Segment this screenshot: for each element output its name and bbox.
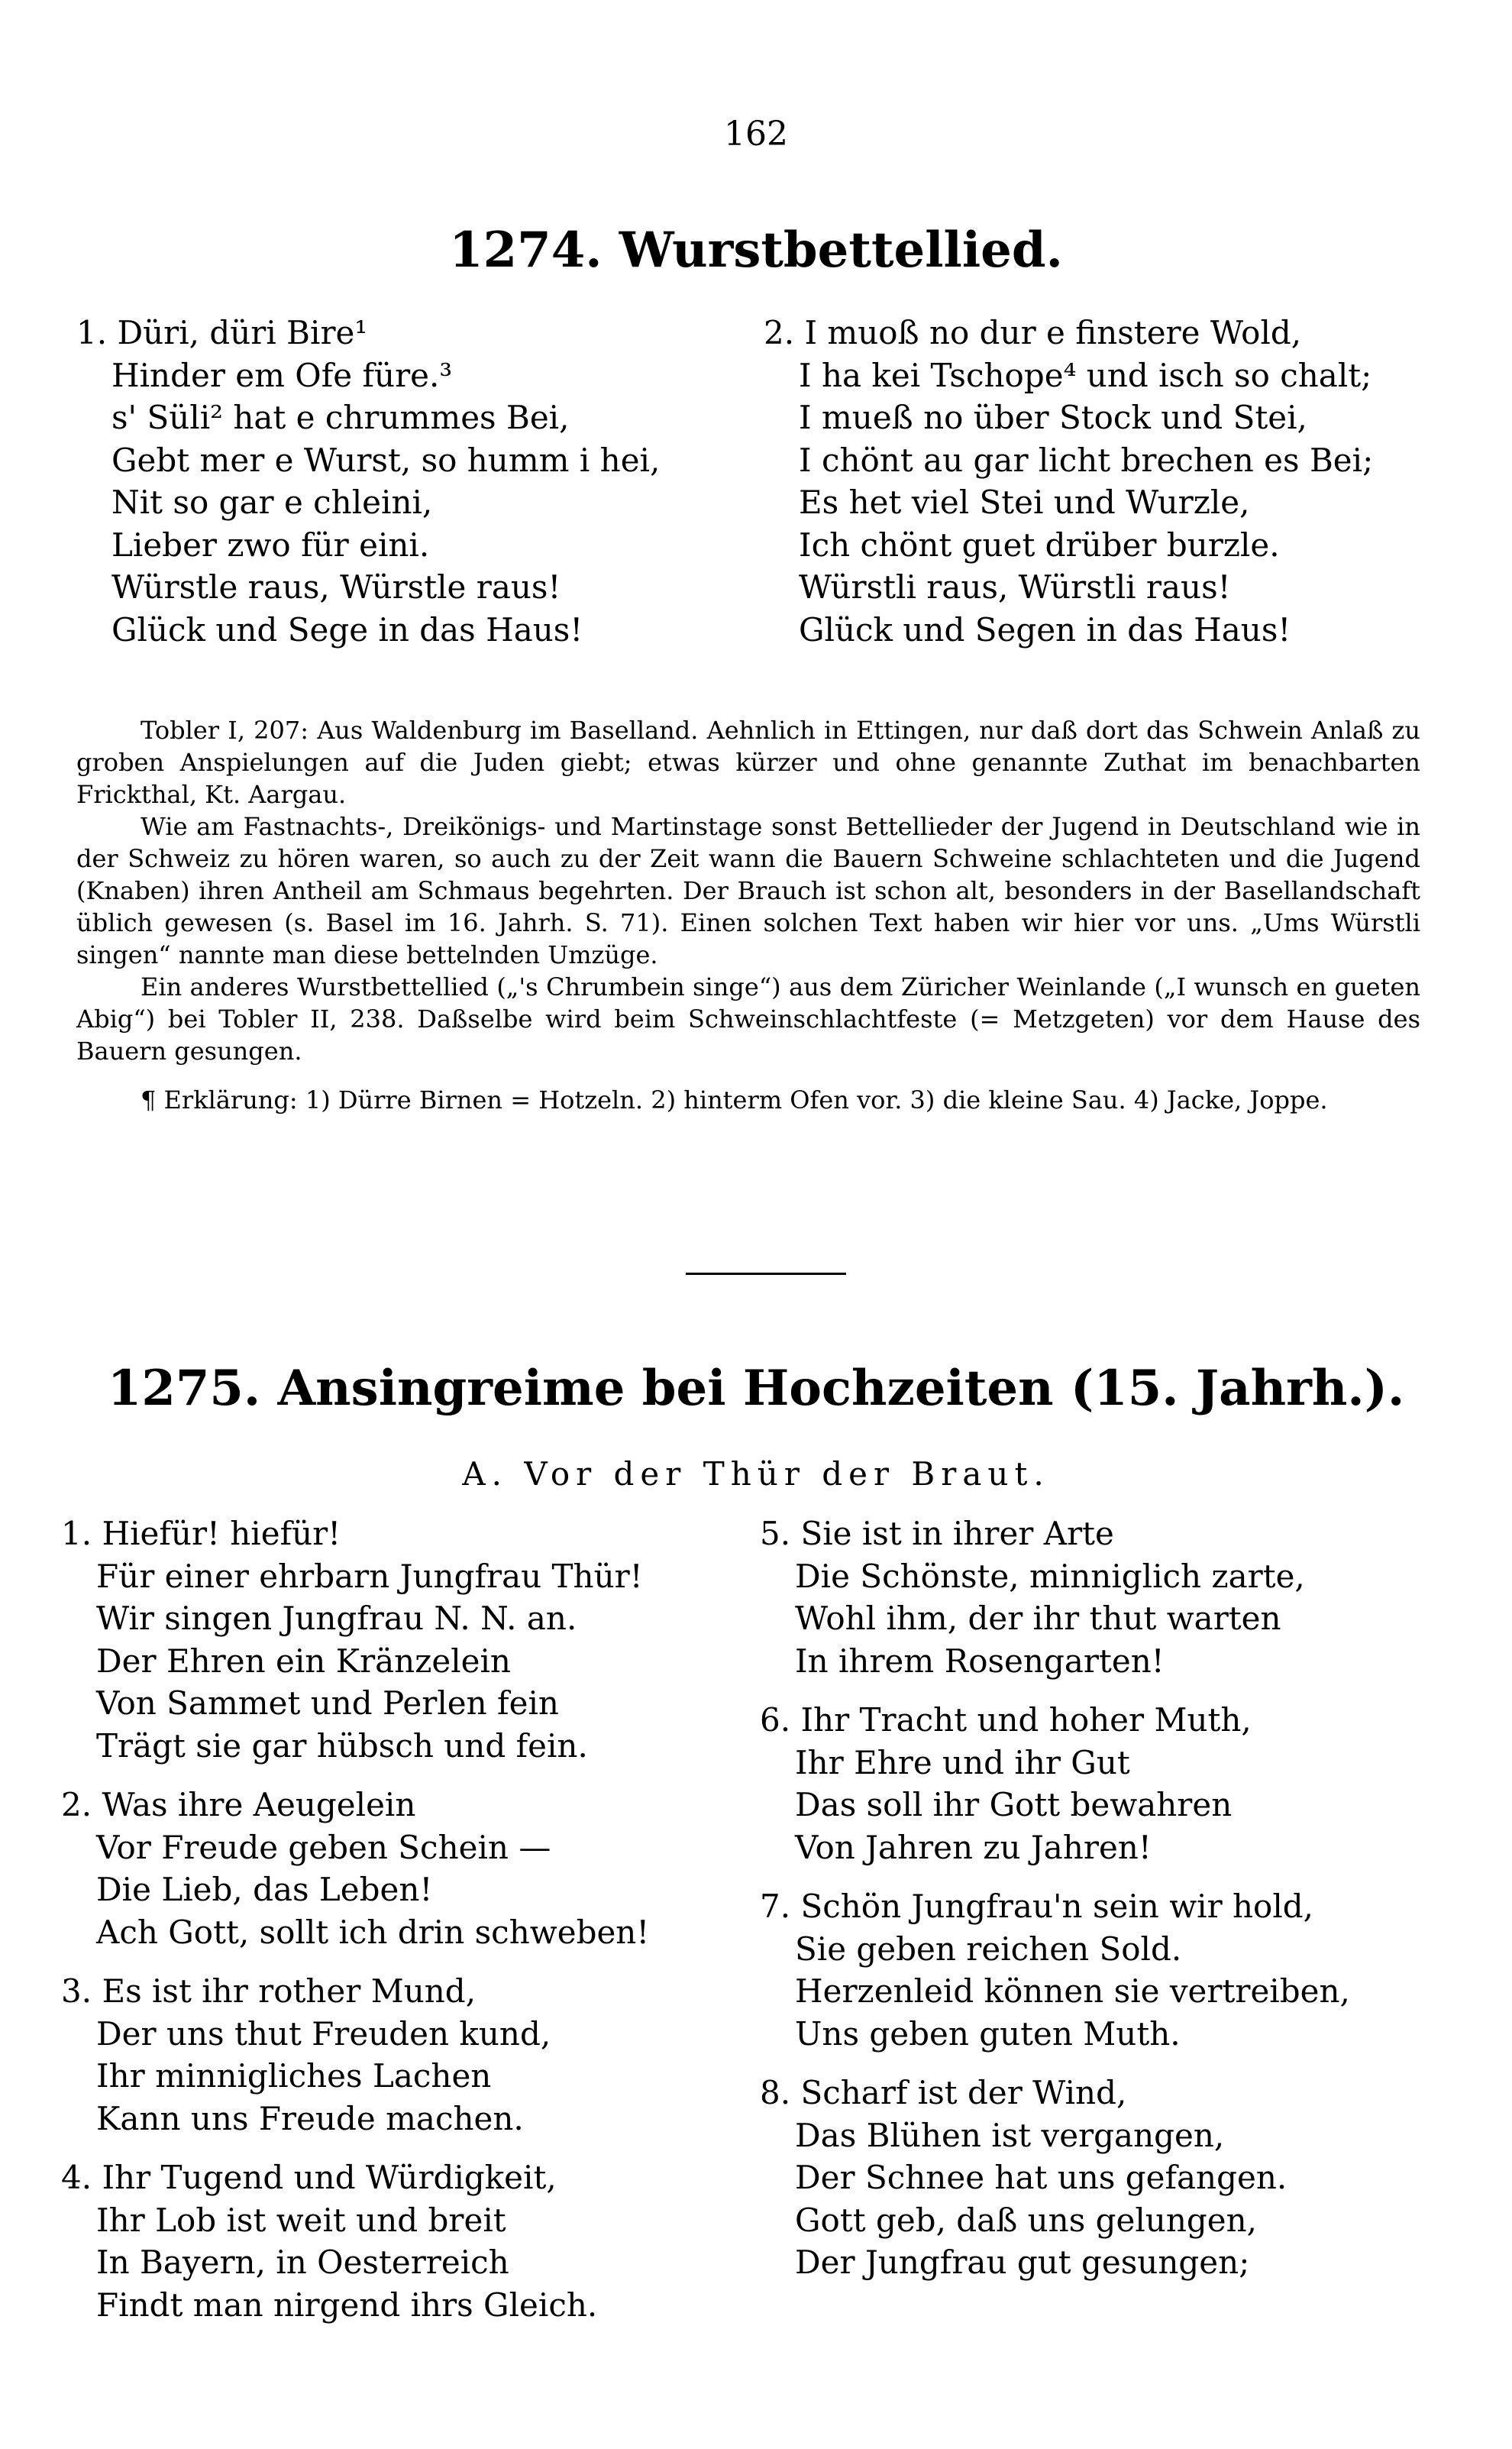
verse-line: Lieber zwo für eini.: [111, 526, 430, 564]
song-1274-commentary: [76, 714, 1420, 1116]
song-1274-stanza-1: [76, 312, 660, 651]
verse-line: Glück und Sege in das Haus!: [111, 610, 583, 649]
verse-line: Die Lieb, das Leben!: [96, 1871, 433, 1908]
verse-line: 1. Hiefür! hiefür!: [61, 1515, 341, 1552]
song-1275-subtitle: A. Vor der Thür der Braut.: [462, 1455, 1050, 1493]
verse-line: Wir singen Jungfrau N. N. an.: [96, 1600, 577, 1637]
verse-line: In ihrem Rosengarten!: [795, 1642, 1165, 1680]
verse-line: 8. Scharf ist der Wind,: [760, 2074, 1127, 2111]
stanza-number: 2.: [61, 1786, 92, 1823]
verse-line: Vor Freude geben Schein —: [96, 1828, 551, 1866]
verse-line: Herzenleid können sie vertreiben,: [795, 1972, 1350, 2010]
song-1274-stanza-2: [764, 312, 1373, 651]
verse-line: Das Blühen ist vergangen,: [795, 2116, 1225, 2154]
verse-line: Gott geb, daß uns gelungen,: [795, 2201, 1258, 2239]
verse-line: Ach Gott, sollt ich drin schweben!: [96, 1913, 650, 1951]
song-1275-left-column: [61, 1512, 649, 2326]
verse-line: Gebt mer e Wurst, so humm i hei,: [111, 441, 661, 479]
verse-line: Ich chönt guet drüber burzle.: [799, 526, 1280, 564]
stanza-8: [760, 2072, 1350, 2284]
verse-line: Wohl ihm, der ihr thut warten: [795, 1600, 1281, 1637]
stanza-1: [61, 1512, 649, 1767]
verse-line: I ha kei Tschope⁴ und isch so chalt;: [799, 356, 1372, 394]
section-divider: [686, 1273, 846, 1275]
stanza-7: [760, 1885, 1350, 2055]
verse-line: Der Jungfrau gut gesungen;: [795, 2244, 1250, 2281]
verse-line: Für einer ehrbarn Jungfrau Thür!: [96, 1557, 643, 1595]
stanza-number: 1.: [76, 314, 108, 351]
verse-line: 5. Sie ist in ihrer Arte: [760, 1515, 1114, 1552]
verse-line: Trägt sie gar hübsch und fein.: [96, 1726, 588, 1765]
verse-line: I chönt au gar licht brechen es Bei;: [799, 441, 1374, 479]
verse-line: Es het viel Stei und Wurzle,: [799, 484, 1250, 521]
verse-line: Würstli raus, Würstli raus!: [799, 568, 1231, 606]
verse-line: 4. Ihr Tugend und Würdigkeit,: [61, 2159, 557, 2196]
verse-line: Ihr Lob ist weit und breit: [96, 2201, 506, 2239]
stanza-number: 6.: [760, 1701, 791, 1739]
stanza-number: 1.: [61, 1515, 92, 1552]
stanza-number: 8.: [760, 2074, 791, 2111]
verse-line: Ihr Ehre und ihr Gut: [795, 1743, 1130, 1781]
stanza-3: [61, 1970, 649, 2140]
verse-line: Findt man nirgend ihrs Gleich.: [96, 2286, 598, 2324]
verse-line: Uns geben guten Muth.: [795, 2014, 1181, 2053]
commentary-paragraph: Ein anderes Wurstbettellied („'s Chrumbein singe“) aus dem Züricher Weinlande („I wunsch en gueten Abig“) bei Tobler II, 238. Daßselbe wird beim Schweinschlachtfeste (= Metzgeten) vor dem Hause des Bauern gesungen.: [76, 972, 1420, 1066]
verse-line: 7. Schön Jungfrau'n sein wir hold,: [760, 1888, 1314, 1925]
stanza-number: 3.: [61, 1972, 92, 2010]
verse-line: Von Jahren zu Jahren!: [795, 1828, 1152, 1866]
verse-line: In Bayern, in Oesterreich: [96, 2244, 509, 2281]
song-1275-right-column: [760, 1512, 1350, 2284]
song-1275-title: 1275. Ansingreime bei Hochzeiten (15. Jahrh.).: [107, 1360, 1405, 1417]
verse-line: Ihr minnigliches Lachen: [96, 2057, 492, 2095]
stanza-2: [61, 1784, 649, 1953]
verse-line: Der uns thut Freuden kund,: [96, 2014, 551, 2053]
verse-line: Hinder em Ofe füre.³: [111, 356, 453, 394]
stanza-4: [61, 2156, 649, 2326]
verse-line: 1. Düri, düri Bire¹: [76, 314, 368, 351]
song-1274-title: 1274. Wurstbettellied.: [449, 222, 1063, 279]
verse-line: Das soll ihr Gott bewahren: [795, 1786, 1233, 1823]
commentary-paragraph: Tobler I, 207: Aus Waldenburg im Baselland. Aehnlich in Ettingen, nur daß dort das Schwein Anlaß zu groben Anspielungen auf die Juden giebt; etwas kürzer und ohne genannte Zuthat im benachbarten Frickthal, Kt. Aargau.: [76, 716, 1420, 809]
verse-line: Der Ehren ein Kränzelein: [96, 1642, 511, 1680]
verse-line: Der Schnee hat uns gefangen.: [795, 2159, 1287, 2196]
verse-line: Nit so gar e chleini,: [111, 484, 433, 521]
verse-line: 2. I muoß no dur e finstere Wold,: [764, 314, 1302, 351]
verse-line: Würstle raus, Würstle raus!: [111, 568, 561, 606]
stanza-number: 2.: [764, 314, 795, 351]
verse-line: Sie geben reichen Sold.: [795, 1930, 1182, 1968]
verse-line: Glück und Segen in das Haus!: [799, 610, 1291, 649]
stanza-number: 7.: [760, 1888, 791, 1925]
verse-line: Von Sammet und Perlen fein: [96, 1684, 559, 1722]
verse-line: 2. Was ihre Aeugelein: [61, 1786, 416, 1823]
verse-line: 6. Ihr Tracht und hoher Muth,: [760, 1701, 1252, 1739]
stanza-number: 4.: [61, 2159, 92, 2196]
verse-line: Die Schönste, minniglich zarte,: [795, 1557, 1305, 1595]
page-number: 162: [724, 115, 788, 154]
verse-line: s' Süli² hat e chrummes Bei,: [111, 399, 570, 436]
commentary-paragraph: Wie am Fastnachts-, Dreikönigs- und Martinstage sonst Bettellieder der Jugend in Deutschland wie in der Schweiz zu hören waren, so auch zu der Zeit wann die Bauern Schweine schlachteten und die Jugend (Knaben) ihren Antheil am Schmaus begehrten. Der Brauch ist schon alt, besonders in der Basellandschaft üblich gewesen (s. Basel im 16. Jahrh. S. 71). Einen solchen Text haben wir hier vor uns. „Ums Würstli singen“ nannte man diese bettelnden Umzüge.: [76, 812, 1420, 969]
verse-line: Kann uns Freude machen.: [96, 2099, 524, 2137]
stanza-number: 5.: [760, 1515, 791, 1552]
footnote-explanation: ¶ Erklärung: 1) Dürre Birnen = Hotzeln. 2) hinterm Ofen vor. 3) die kleine Sau. 4) Jacke, Joppe.: [141, 1085, 1328, 1115]
verse-line: I mueß no über Stock und Stei,: [799, 399, 1307, 436]
verse-line: 3. Es ist ihr rother Mund,: [61, 1972, 477, 2010]
stanza-6: [760, 1699, 1350, 1868]
stanza-5: [760, 1512, 1350, 1682]
